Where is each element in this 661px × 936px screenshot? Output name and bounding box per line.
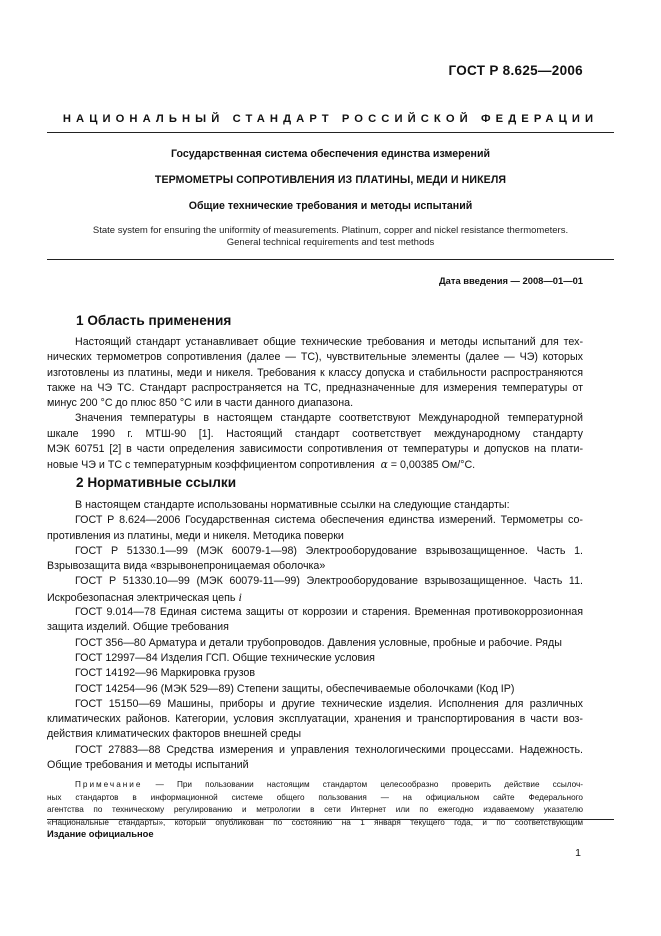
text-fragment: новые ЧЭ и ТС с температурным коэффициентом сопротивления bbox=[47, 459, 375, 472]
section-1-heading: 1 Область применения bbox=[76, 313, 232, 328]
reference-line: ГОСТ 14192—96 Маркировка грузов bbox=[75, 667, 256, 680]
reference-line: ГОСТ Р 51330.1—99 (МЭК 60079-1—98) Электрооборудование взрывозащищенное. Часть 1. bbox=[75, 544, 583, 557]
reference-line: противления из платины, меди и никеля. Методика поверки bbox=[47, 529, 344, 542]
italic-i-symbol: i bbox=[238, 589, 242, 604]
text-fragment: — При пользовании настоящим стандартом целесообразно проверить действие ссылоч- bbox=[155, 780, 583, 789]
document-subtitle: Общие технические требования и методы испытаний bbox=[188, 200, 473, 212]
section-1-body bbox=[47, 335, 583, 473]
document-code: ГОСТ Р 8.625—2006 bbox=[448, 63, 583, 78]
text-line: В настоящем стандарте использованы нормативные ссылки на следующие стандарты: bbox=[75, 499, 510, 511]
system-title: Государственная система обеспечения единства измерений bbox=[171, 148, 490, 160]
note-line: «Национальные стандарты», который опубликован по состоянию на 1 января текущего года, и по соответствующим bbox=[47, 817, 583, 827]
text-line: Значения температуры в настоящем стандарте соответствуют Международной температурной bbox=[75, 412, 583, 425]
text-line: также на ЧЭ ТС. Стандарт распространяется на ТС, предназначенные для измерения температуры от bbox=[47, 381, 583, 394]
reference-line: ГОСТ 14254—96 (МЭК 529—89) Степени защиты, обеспечиваемые оболочками (Код IP) bbox=[75, 682, 515, 695]
alpha-value: = 0,00385 Ом/°С. bbox=[387, 459, 476, 472]
reference-line: климатических районов. Категории, условия эксплуатации, хранения и транспортирования в части воз- bbox=[47, 713, 583, 726]
header-divider bbox=[47, 132, 614, 133]
note-block bbox=[47, 779, 583, 829]
text-line: минус 200 °С до плюс 850 °С или в части данного диапазона. bbox=[47, 397, 354, 410]
reference-line-with-symbol bbox=[47, 590, 583, 605]
reference-line: ГОСТ Р 51330.10—99 (МЭК 60079-11—99) Электрооборудование взрывозащищенное. Часть 11. bbox=[75, 575, 583, 588]
alpha-symbol: α bbox=[380, 458, 388, 472]
reference-line: ГОСТ 12997—84 Изделия ГСП. Общие технические условия bbox=[75, 651, 375, 664]
reference-line: Общие требования и методы испытаний bbox=[47, 759, 249, 772]
text-line-with-formula bbox=[47, 457, 583, 472]
footer-divider bbox=[47, 819, 614, 820]
text-fragment: Искробезопасная электрическая цепь bbox=[47, 591, 236, 604]
reference-line: Взрывозащита вида «взрывонепроницаемая оболочка» bbox=[47, 560, 326, 573]
reference-line: действия климатических факторов внешней среды bbox=[47, 728, 302, 741]
text-line: МЭК 60751 [2] в части определения зависимости сопротивления от температуры и допусков на плати- bbox=[47, 443, 583, 456]
text-line: Настоящий стандарт устанавливает общие технические требования и методы испытаний для тех- bbox=[75, 336, 583, 348]
note-label: Примечание bbox=[75, 780, 143, 789]
title-divider bbox=[47, 259, 614, 260]
reference-line: ГОСТ 27883—88 Средства измерения и управления технологическими процессами. Надежность. bbox=[75, 743, 583, 756]
text-line: шкале 1990 г. МТШ-90 [1]. Настоящий стандарт соответствует международному стандарту bbox=[47, 427, 583, 440]
english-title-line-2: General technical requirements and test methods bbox=[226, 237, 435, 248]
text-line: изготовлены из платины, меди и никеля. Требования к классу допуска и стабильности распространяются bbox=[47, 366, 583, 379]
reference-line: защита изделий. Общие требования bbox=[47, 621, 229, 634]
reference-line: ГОСТ 356—80 Арматура и детали трубопроводов. Давления условные, пробные и рабочие. Ряды bbox=[75, 636, 562, 649]
english-title-line-1: State system for ensuring the uniformity of measurements. Platinum, copper and nickel resistance thermometers. bbox=[92, 225, 569, 236]
section-2-body bbox=[47, 498, 583, 773]
note-line bbox=[47, 779, 583, 792]
section-2-heading: 2 Нормативные ссылки bbox=[76, 475, 237, 490]
reference-line: ГОСТ Р 8.624—2006 Государственная система обеспечения единства измерений. Термометры со- bbox=[75, 514, 583, 527]
note-line: ных стандартов в информационной системе общего пользования — на официальном сайте Федерального bbox=[47, 792, 583, 802]
date-of-introduction: Дата введения — 2008—01—01 bbox=[438, 275, 583, 286]
national-standard-banner: НАЦИОНАЛЬНЫЙ СТАНДАРТ РОССИЙСКОЙ ФЕДЕРАЦИИ bbox=[62, 113, 599, 125]
reference-line: ГОСТ 15150—69 Машины, приборы и другие технические изделия. Исполнения для различных bbox=[75, 697, 583, 710]
edition-label: Издание официальное bbox=[47, 828, 154, 839]
note-line: агентства по техническому регулированию и метрологии в сети Интернет или по ежегодно издаваемому указателю bbox=[47, 805, 583, 814]
document-title: ТЕРМОМЕТРЫ СОПРОТИВЛЕНИЯ ИЗ ПЛАТИНЫ, МЕДИ И НИКЕЛЯ bbox=[154, 174, 507, 186]
text-line: нических термометров сопротивления (далее — ТС), чувствительные элементы (далее — ЧЭ) которых bbox=[47, 351, 583, 364]
reference-line: ГОСТ 9.014—78 Единая система защиты от коррозии и старения. Временная противокоррозионная bbox=[75, 606, 583, 619]
page-number: 1 bbox=[575, 847, 581, 859]
